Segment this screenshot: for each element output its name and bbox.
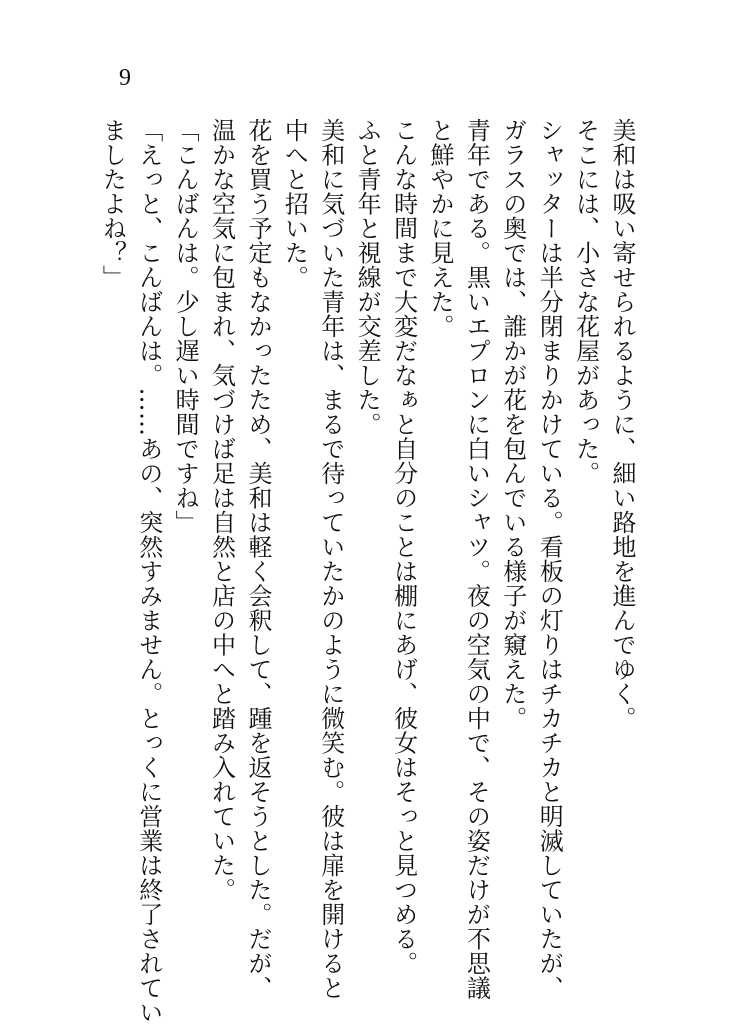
text-line-9: 美和に気づいた青年は、まるで待っていたかのように微笑む。彼は扉を開けると — [316, 118, 345, 1000]
text-line-10: 中へと招いた。 — [280, 118, 309, 290]
text-line-8: ふと青年と視線が交差した。 — [353, 118, 382, 437]
text-line-14: 「えっと、こんばんは。……あの、突然すみません。とっくに営業は終了されてい — [134, 118, 163, 1025]
text-line-13: 「こんばんは。少し遅い時間ですね」 — [171, 118, 200, 535]
page-number: 9 — [119, 65, 131, 91]
text-line-5: 青年である。黒いエプロンに白いシャツ。夜の空気の中で、その姿だけが不思議 — [462, 118, 491, 1000]
body-text — [94, 118, 640, 1025]
text-line-7: こんな時間まで大変だなぁと自分のことは棚にあげ、彼女はそっと見つめる。 — [389, 118, 418, 976]
text-line-11: 花を買う予定もなかったため、美和は軽く会釈して、踵を返そうとした。だが、 — [243, 118, 272, 1000]
text-line-12: 温かな空気に包まれ、気づけば足は自然と店の中へと踏み入れていた。 — [207, 118, 236, 902]
text-line-6: と鮮やかに見えた。 — [425, 118, 454, 339]
text-line-1: 美和は吸い寄せられるように、細い路地を進んでゆく。 — [608, 118, 636, 731]
text-line-3: シャッターは半分閉まりかけている。看板の灯りはチカチカと明滅していたが、 — [535, 118, 564, 1000]
text-line-2: そこには、小さな花屋があった。 — [571, 118, 600, 486]
text-line-15: ましたよね？」 — [98, 118, 127, 290]
text-line-4: ガラスの奥では、誰かが花を包んでいる様子が窺えた。 — [498, 118, 527, 731]
